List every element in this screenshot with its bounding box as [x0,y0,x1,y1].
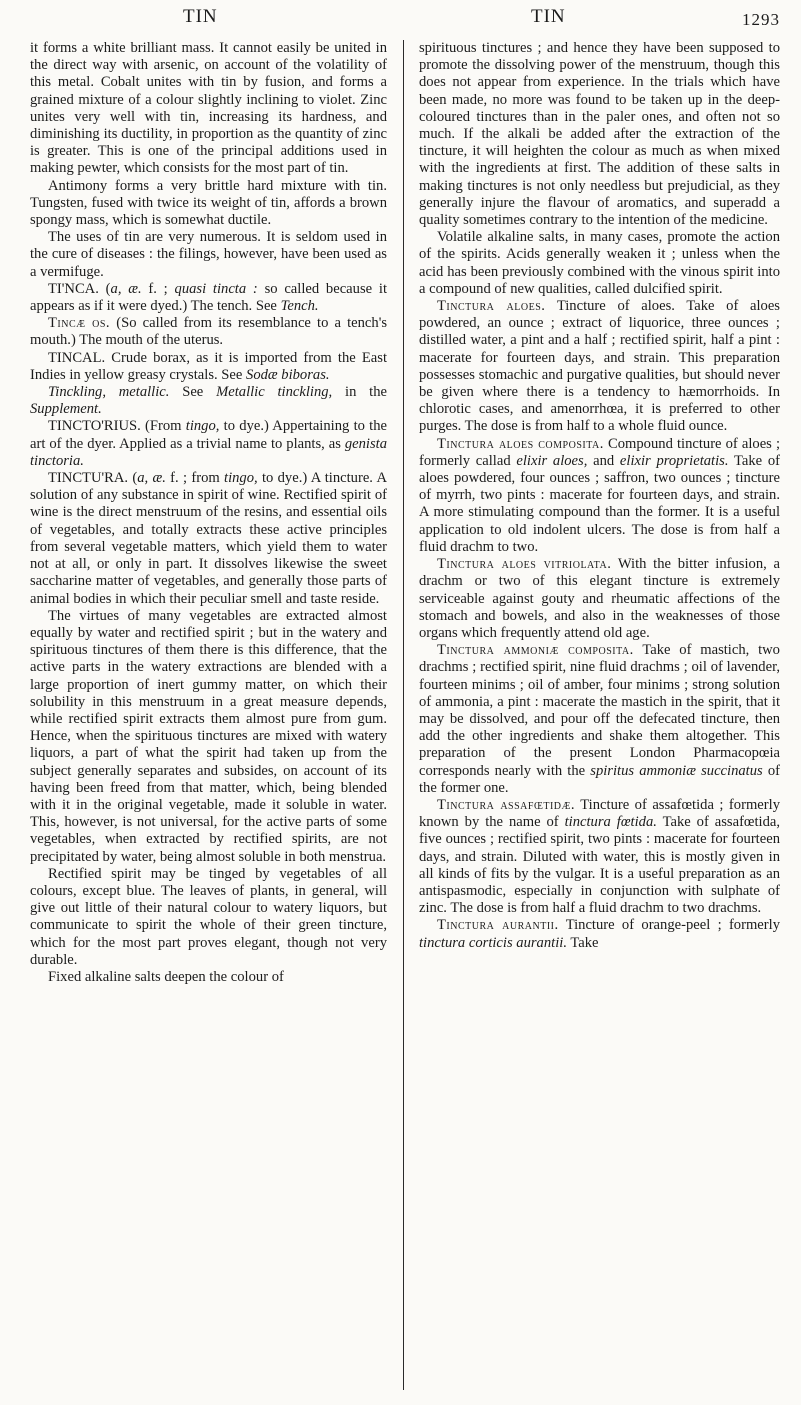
entry-headword: Tinctura aloes vitriolata. [437,556,612,573]
text-run: Take [566,934,599,951]
running-title-left: TIN [183,6,218,27]
text-run: f. ; from [165,470,225,487]
italic-text: a, æ. [110,280,142,297]
paragraph [419,642,780,797]
entry-headword: Tinctura aurantii. [437,917,559,934]
entry-headword: Tinctura ammoniæ composita. [437,642,634,659]
paragraph [419,797,780,917]
paragraph [419,556,780,642]
paragraph [30,229,387,281]
paragraph [30,470,387,608]
text-run: of the former one. [419,762,780,796]
italic-text: Tinckling, metallic. [48,384,170,401]
text-run: (So called from its resemblance to a tench's mouth.) The mouth of the uterus. [30,315,388,349]
entry-headword: TINCTU'RA. [48,470,129,487]
italic-text: tingo, [185,418,220,435]
paragraph [30,969,387,986]
text-run: The uses of tin are very numerous. It is seldom used in the cure of diseases : the filings, however, have been used as a vermifuge. [30,229,387,280]
text-run: Tincture of aloes. Take of aloes powdered, an ounce ; extract of liquorice, three ounces ; distilled water, a pint and a half ; rectified spirit, half a pint : macerate for fourteen days, and strain. This preparation possesses stomachic and purgative qualities, but should never be given where there is a tendency to hæmorrhoids. In chlorotic cases, and amenorrhœa, it is preferred to other purges. The dose is from half to a whole fluid ounce. [419,298,780,435]
entry-headword: TINCTO'RIUS. [48,418,141,435]
italic-text: tinctura corticis aurantii. [419,934,567,951]
paragraph [30,866,387,969]
italic-text: Supplement. [30,401,102,418]
running-title-right: TIN [531,6,566,27]
text-run: Take of assafœtida, five ounces ; rectified spirit, two pints : macerate for fourteen days, and strain. Diluted with water, this is mostly given in all kinds of fits by the vulgar. It is a useful preparation as an antispasmodic, especially in conjunction with sulphate of zinc. The dose is from half a fluid drachm to two drachms. [419,814,781,917]
text-run: ( [128,470,138,487]
italic-text: a, æ. [137,470,166,487]
entry-headword: TI'NCA. [48,280,99,297]
entry-headword: Tincæ os. [48,315,111,332]
italic-text: genista tinctoria. [30,435,387,469]
italic-text: Metallic tinckling, [216,384,333,401]
text-run: Take of mastich, two drachms ; rectified spirit, nine fluid drachms ; oil of lavender, fourteen minims ; oil of amber, four minims ; strong solution of ammonia, a pint : macerate the mastich in the spirit, that it may be dissolved, and pour off the defecated tincture, then add the other ingredients and shake them altogether. This preparation of the present London Pharmacopœia corresponds nearly with the [419,642,780,779]
entry-headword: Tinctura assafœtidæ. [437,796,576,813]
paragraph [419,436,780,556]
paragraph [30,40,387,178]
text-run: to dye.) A tincture. A solution of any substance in spirit of wine. Rectified spirit of wine is the direct menstruum of the resins, and essential oils of vegetables, and totally extracts these active principles from several vegetable matters, which yield them to water not at all, or only in part. It dissolves likewise the sweet saccharine matter of vegetables, and generally those parts of animal bodies in which their peculiar smell and taste reside. [30,470,387,607]
italic-text: tinctura fœtida. [564,814,657,831]
paragraph [30,418,387,470]
left-column [30,40,387,986]
text-run: spirituous tinctures ; and hence they have been supposed to promote the dissolving power of the menstruum, though this does not appear from experience. In the trials which have been made, no more was found to be taken up in the deep-coloured tinctures than in the paler ones, and often not so much. If the alkali be added after the extraction of the tincture, it will heighten the colour as much as when mixed with the ingredients at first. The addition of these salts in making tinctures is not only needless but prejudicial, as they generally injure the flavour of aromatics, and superadd a quality sometimes contrary to the intention of the medicine. [419,40,780,229]
text-run: Crude borax, as it is imported from the East Indies in yellow greasy crystals. See [30,349,387,383]
text-run: See [169,384,217,401]
text-run: ( [98,280,111,297]
right-column [419,40,780,952]
text-run: Volatile alkaline salts, in many cases, promote the action of the spirits. Acids generally weaken it ; unless when the acid has been previously combined with the vinous spirit into a compound of new qualities, called dulcified spirit. [419,229,780,297]
italic-text: Sodæ biboras. [246,366,330,383]
text-run: so called because it appears as if it were dyed.) The tench. See [30,280,387,315]
paragraph [419,917,780,951]
text-run: Antimony forms a very brittle hard mixture with tin. Tungsten, fused with twice its weight of tin, affords a brown spongy mass, which is somewhat ductile. [30,177,387,229]
text-run: Rectified spirit may be tinged by vegetables of all colours, except blue. The leaves of plants, in general, will give out little of their natural colour to watery liquors, but communicate to spirit the whole of their green tincture, which for the most part proves elegant, though not very durable. [30,865,387,968]
paragraph [30,608,387,866]
text-run: Fixed alkaline salts deepen the colour of [48,968,284,985]
text-run: (From [140,418,186,435]
italic-text: elixir proprietatis. [619,452,729,469]
entry-headword: TINCAL. [48,349,106,366]
paragraph [419,40,780,229]
italic-text: Tench. [280,298,319,315]
text-run: Compound tincture of aloes ; formerly callad [419,435,780,469]
text-run: to dye.) Appertaining to the art of the dyer. Applied as a trivial name to plants, as [30,418,387,452]
paragraph [30,178,387,230]
text-run: With the bitter infusion, a drachm or two of this elegant tincture is extremely serviceable against gouty and rheumatic affections of the stomach and bowels, and also in the weaknesses of those organs which frequently attend old age. [419,556,780,641]
text-run: Take of aloes powdered, four ounces ; saffron, two ounces ; tincture of myrrh, two pints : macerate for fourteen days, and strain. A more stimulating compound than the former. It is a useful application to old indolent ulcers. The dose is from half a fluid drachm to two. [419,452,780,555]
text-run: Tincture of orange-peel ; formerly [558,917,781,934]
paragraph [30,384,387,418]
paragraph [419,229,780,298]
text-run: The virtues of many vegetables are extracted almost equally by water and rectified spirit ; but in the watery and spirituous tinctures of them there is this difference, that the active parts in the watery extractions are blended with a large proportion of inert gummy matter, on which their solubility in this menstruum in a great measure depends, while rectified spirit extracts them almost pure from gum. Hence, when the spirituous tinctures are mixed with watery liquors, a part of what the spirit had taken up from the subject generally separates and subsides, on account of its having been freed from that matter, which, being blended with it in the original vegetable, made it soluble in water. This, however, is not universal, for the active parts of some vegetables, when extracted by rectified spirits, are not precipitated by water, being almost soluble in both menstrua. [30,607,387,865]
entry-headword: Tinctura aloes composita. [437,435,604,452]
paragraph [419,298,780,436]
italic-text: tingo, [224,470,258,487]
text-run: and [587,452,620,469]
paragraph [30,350,387,384]
entry-headword: Tinctura aloes. [437,298,546,315]
text-run: Tincture of assafœtida ; formerly known by the name of [419,796,780,831]
text-run: it forms a white brilliant mass. It cannot easily be united in the direct way with arsenic, on account of the volatility of this metal. Cobalt unites with tin by fusion, and forms a grained mixture of a colour slightly inclining to violet. Zinc unites very well with tin, increasing its hardness, and diminishing its ductility, in proportion as the quantity of zinc is greater. This is one of the principal additions used in making pewter, which consists for the most part of tin. [30,40,387,177]
column-divider [403,40,404,1390]
text-run: in the [332,384,387,401]
paragraph [30,315,387,349]
italic-text: spiritus ammoniæ succinatus [590,762,763,779]
italic-text: elixir aloes, [516,452,588,469]
text-run: f. ; [141,280,175,297]
italic-text: quasi tincta : [174,280,258,297]
page-number: 1293 [742,10,780,29]
paragraph [30,281,387,315]
